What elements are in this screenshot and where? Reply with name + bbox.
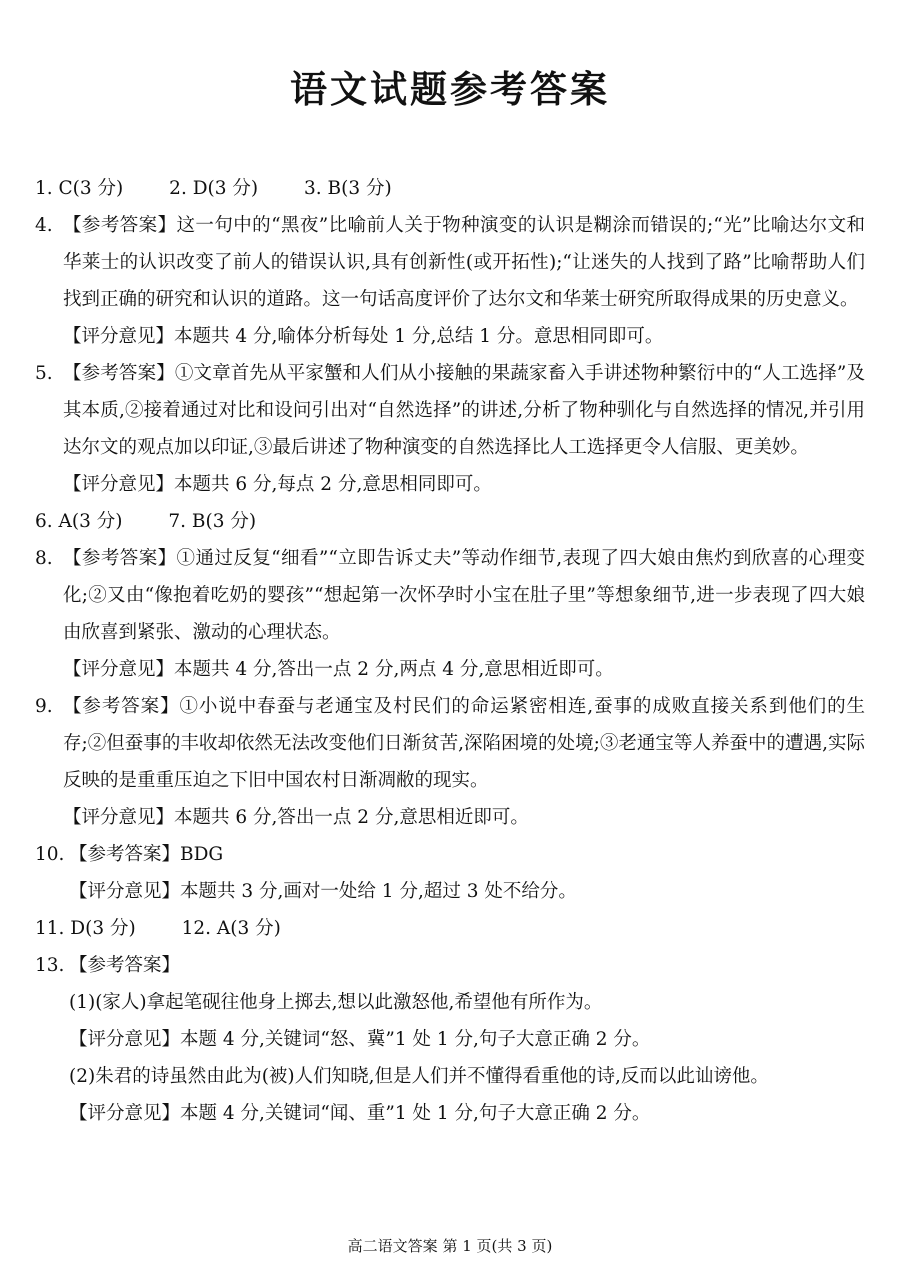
reference-answer: 【参考答案】	[69, 955, 181, 976]
question-4-answer	[35, 207, 865, 318]
answer-12: 12. A(3 分)	[181, 918, 281, 939]
question-9-answer	[35, 688, 865, 799]
question-10-grading: 【评分意见】本题共 3 分,画对一处给 1 分,超过 3 处不给分。	[69, 881, 577, 902]
question-9-grading: 【评分意见】本题共 6 分,答出一点 2 分,意思相近即可。	[63, 807, 529, 828]
question-8-answer	[35, 540, 865, 651]
question-number: 8.	[35, 548, 53, 569]
answer-3: 3. B(3 分)	[304, 178, 392, 199]
answer-row-1-3	[35, 170, 865, 207]
reference-answer: 【参考答案】①文章首先从平家蟹和人们从小接触的果蔬家畜入手讲述物种繁衍中的“人工选择”及其本质,②接着通过对比和设问引出对“自然选择”的讲述,分析了物种驯化与自然选择的情况,并引用达尔文的观点加以印证,③最后讲述了物种演变的自然选择比人工选择更令人信服、更美妙。	[63, 363, 865, 458]
answer-1: 1. C(3 分)	[35, 178, 124, 199]
question-13-grading-2: 【评分意见】本题 4 分,关键词“闻、重”1 处 1 分,句子大意正确 2 分。	[69, 1103, 651, 1124]
answer-row-6-7	[35, 503, 865, 540]
answer-row-11-12	[35, 910, 865, 947]
question-number: 9.	[35, 696, 53, 717]
question-13-grading-1: 【评分意见】本题 4 分,关键词“怒、冀”1 处 1 分,句子大意正确 2 分。	[69, 1029, 651, 1050]
question-5-answer	[35, 355, 865, 466]
reference-answer: 【参考答案】这一句中的“黑夜”比喻前人关于物种演变的认识是糊涂而错误的;“光”比喻达尔文和华莱士的认识改变了前人的错误认识,具有创新性(或开拓性);“让迷失的人找到了路”比喻帮助人们找到正确的研究和认识的道路。这一句话高度评价了达尔文和华莱士研究所取得成果的历史意义。	[63, 215, 865, 310]
question-number: 13.	[35, 955, 65, 976]
question-13-item-1: (1)(家人)拿起笔砚往他身上掷去,想以此激怒他,希望他有所作为。	[69, 992, 603, 1013]
question-8-grading: 【评分意见】本题共 4 分,答出一点 2 分,两点 4 分,意思相近即可。	[63, 659, 614, 680]
question-number: 5.	[35, 363, 53, 384]
reference-answer: 【参考答案】①通过反复“细看”“立即告诉丈夫”等动作细节,表现了四大娘由焦灼到欣喜的心理变化;②又由“像抱着吃奶的婴孩”“想起第一次怀孕时小宝在肚子里”等想象细节,进一步表现了四大娘由欣喜到紧张、激动的心理状态。	[63, 548, 865, 643]
question-13-answer	[35, 947, 865, 984]
question-number: 4.	[35, 215, 53, 236]
question-10-answer	[35, 836, 865, 873]
question-number: 10.	[35, 844, 65, 865]
answer-list	[35, 170, 865, 1132]
question-4-grading: 【评分意见】本题共 4 分,喻体分析每处 1 分,总结 1 分。意思相同即可。	[63, 326, 664, 347]
answer-6: 6. A(3 分)	[35, 511, 123, 532]
reference-answer: 【参考答案】①小说中春蚕与老通宝及村民们的命运紧密相连,蚕事的成败直接关系到他们的生存;②但蚕事的丰收却依然无法改变他们日渐贫苦,深陷困境的处境;③老通宝等人养蚕中的遭遇,实际反映的是重重压迫之下旧中国农村日渐凋敝的现实。	[63, 696, 865, 791]
answer-2: 2. D(3 分)	[169, 178, 259, 199]
reference-answer: 【参考答案】BDG	[69, 844, 224, 865]
page-footer: 高二语文答案 第 1 页(共 3 页)	[347, 1237, 553, 1255]
answer-11: 11. D(3 分)	[35, 918, 136, 939]
page-title: 语文试题参考答案	[290, 68, 610, 111]
answer-7: 7. B(3 分)	[168, 511, 257, 532]
question-13-item-2: (2)朱君的诗虽然由此为(被)人们知晓,但是人们并不懂得看重他的诗,反而以此讪谤他。	[69, 1066, 769, 1087]
question-5-grading: 【评分意见】本题共 6 分,每点 2 分,意思相同即可。	[63, 474, 492, 495]
